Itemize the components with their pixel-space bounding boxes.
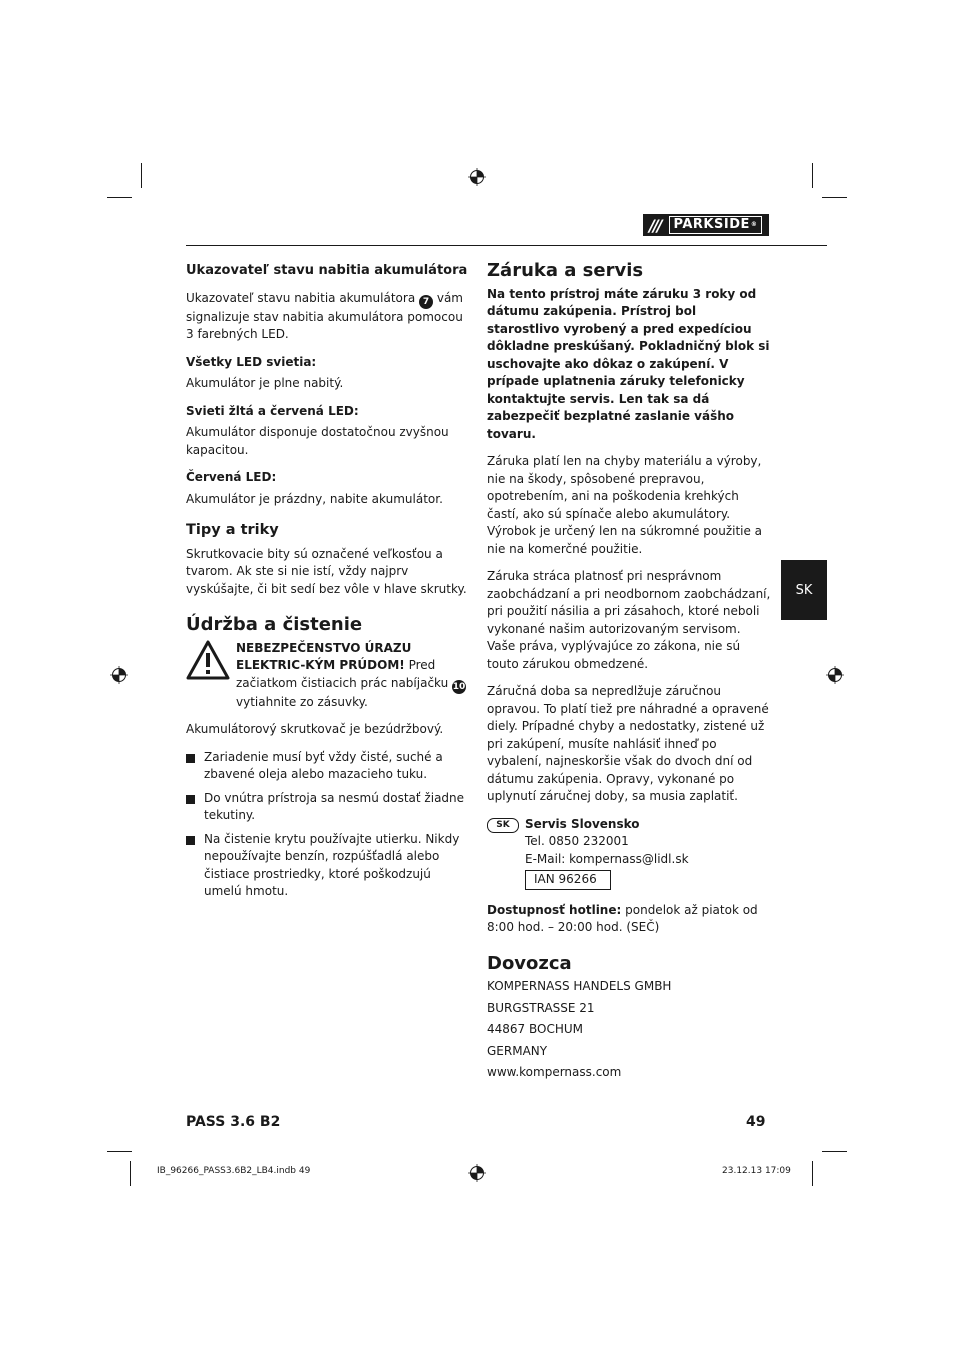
ref-number-icon: 10 [452, 681, 466, 692]
battery-heading: Ukazovateľ stavu nabitia akumulátora [186, 263, 468, 278]
crop-mark [822, 197, 847, 198]
importer-heading: Dovozca [487, 952, 572, 974]
crop-mark [812, 1161, 813, 1186]
warning-body-2: vytiahnite zo zásuvky. [236, 694, 368, 709]
crop-mark [107, 197, 132, 198]
logo-slashes: /// [649, 215, 661, 235]
state-label: Všetky LED svietia: [186, 354, 317, 369]
warranty-bold-text: Na tento prístroj máte záruku 3 roky od dátumu zakúpenia. Prístroj bol starostlivo vyrobený a pred expedíciou dôkladne preskúšaný. Pokladničný blok si uschovajte ako dôkaz o zakúpení. V prípade uplatnenia záruky telefonicky kontaktujte servis. Len tak sa dá zabezpečiť bezplatné zaslanie vášho tovaru. [487, 286, 770, 441]
left-column [186, 262, 468, 911]
page-number: 49 [746, 1114, 766, 1130]
warning-triangle-icon [186, 640, 230, 680]
ian-box: IAN 96266 [525, 870, 611, 890]
registration-mark-icon [826, 666, 844, 684]
footer-model: PASS 3.6 B2 [186, 1114, 281, 1130]
service-contact [487, 816, 772, 890]
hotline-text: pondelok až piatok od 8:00 hod. – 20:00 hod. (SEČ) [487, 902, 758, 934]
battery-intro-text: Ukazovateľ stavu nabitia akumulátora [186, 290, 416, 305]
state-label: Svieti žltá a červená LED: [186, 403, 359, 418]
service-phone: Tel. 0850 232001 [525, 834, 629, 848]
maintenance-free: Akumulátorový skrutkovač je bezúdržbový. [186, 722, 444, 736]
list-item [186, 831, 468, 901]
logo-wordmark [669, 216, 763, 234]
right-column [487, 262, 772, 1092]
warning-body: Pred začiatkom čistiacich prác nabíjačku [236, 658, 449, 690]
importer-line: GERMANY [487, 1043, 548, 1058]
importer-line: 44867 BOCHUM [487, 1022, 583, 1036]
list-item [186, 790, 468, 825]
crop-mark [141, 163, 142, 188]
tips-heading: Tipy a triky [186, 522, 279, 538]
logo-registered: ® [750, 221, 758, 228]
bullet-square-icon [186, 836, 195, 845]
warranty-paragraph: Záruka platí len na chyby materiálu a výroby, nie na škody, spôsobené prepravou, opotrebením, ani na poškodenia krehkých častí, ako sú spínače alebo akumulátory. Výrobok je určený len na súkromné použitie a nie na komerčné použitie. [487, 454, 763, 556]
list-item-text: Na čistenie krytu používajte utierku. Nikdy nepoužívajte benzín, rozpúšťadlá alebo čistiace prostriedky, ktoré poškodzujú umelú hmotu. [204, 831, 460, 898]
warning-bold: NEBEZPEČENSTVO ÚRAZU ELEKTRIC-KÝM PRÚDOM! [236, 640, 412, 672]
bullet-square-icon [186, 754, 195, 763]
warranty-heading: Záruka a servis [487, 260, 644, 281]
tips-text: Skrutkovacie bity sú označené veľkosťou a tvarom. Ak ste si nie istí, vždy najprv vyskúšajte, či bit sedí bez vôle v hlave skrutky. [186, 546, 467, 596]
electric-warning [186, 640, 468, 712]
print-slug-file: IB_96266_PASS3.6B2_LB4.indb 49 [157, 1166, 311, 1176]
battery-intro [186, 290, 468, 344]
importer-line: BURGSTRASSE 21 [487, 1000, 595, 1015]
hotline-label: Dostupnosť hotline: [487, 902, 622, 917]
ref-number-icon: 7 [419, 295, 433, 309]
warranty-paragraph: Záruka stráca platnosť pri nesprávnom zaobchádzaní a pri neodbornom zaobchádzaní, pri použití násilia a pri zásahoch, ktoré neboli vykonané našim autorizovaným servisom. Vaše práva, vyplývajúce zo zákona, nie sú touto zárukou obmedzené. [487, 569, 771, 671]
language-tab-label: SK [795, 582, 813, 598]
logo-text: PARKSIDE [673, 217, 750, 232]
header-rule [186, 245, 827, 246]
maintenance-heading: Údržba a čistenie [186, 614, 363, 635]
registration-mark-icon [110, 666, 128, 684]
list-item-text: Zariadenie musí byť vždy čisté, suché a zbavené oleja alebo mazacieho tuku. [204, 749, 443, 781]
state-text: Akumulátor je plne nabitý. [186, 376, 344, 390]
language-tab [781, 560, 827, 620]
crop-mark [812, 163, 813, 188]
list-item-text: Do vnútra prístroja sa nesmú dostať žiadne tekutiny. [204, 790, 465, 822]
importer-line: KOMPERNASS HANDELS GMBH [487, 979, 672, 993]
registration-mark-icon [468, 1164, 486, 1182]
state-text: Akumulátor disponuje dostatočnou zvyšnou kapacitou. [186, 425, 449, 457]
service-email[interactable]: E-Mail: kompernass@lidl.sk [525, 851, 689, 866]
country-badge: SK [487, 818, 519, 833]
crop-mark [107, 1151, 132, 1152]
crop-mark [130, 1161, 131, 1186]
crop-mark [822, 1151, 847, 1152]
hotline-info [487, 902, 772, 937]
list-item [186, 749, 468, 784]
registration-mark-icon [468, 168, 486, 186]
parkside-logo [643, 214, 769, 236]
service-details [525, 816, 689, 890]
warranty-paragraph: Záručná doba sa nepredlžuje záručnou opravou. To platí tiež pre náhradné a opravené diely. Prípadné chyby a nedostatky, zistené už pri zakúpení, musíte nahlásiť ihneď po vybalení, najneskoršie však do dvoch dní od dátumu zakúpenia. Opravy, vykonané po uplynutí záručnej doby, sa musia zaplatiť. [487, 684, 769, 803]
service-name: Servis Slovensko [525, 816, 640, 831]
state-label: Červená LED: [186, 470, 277, 484]
state-text: Akumulátor je prázdny, nabite akumulátor. [186, 491, 443, 506]
importer-website[interactable]: www.kompernass.com [487, 1065, 622, 1079]
warning-text [236, 640, 468, 712]
print-slug-date: 23.12.13 17:09 [722, 1166, 791, 1176]
bullet-square-icon [186, 795, 195, 804]
battery-intro-text-2: vám signalizuje stav nabitia akumulátora pomocou 3 farebných LED. [186, 290, 463, 341]
maintenance-list [186, 749, 468, 901]
